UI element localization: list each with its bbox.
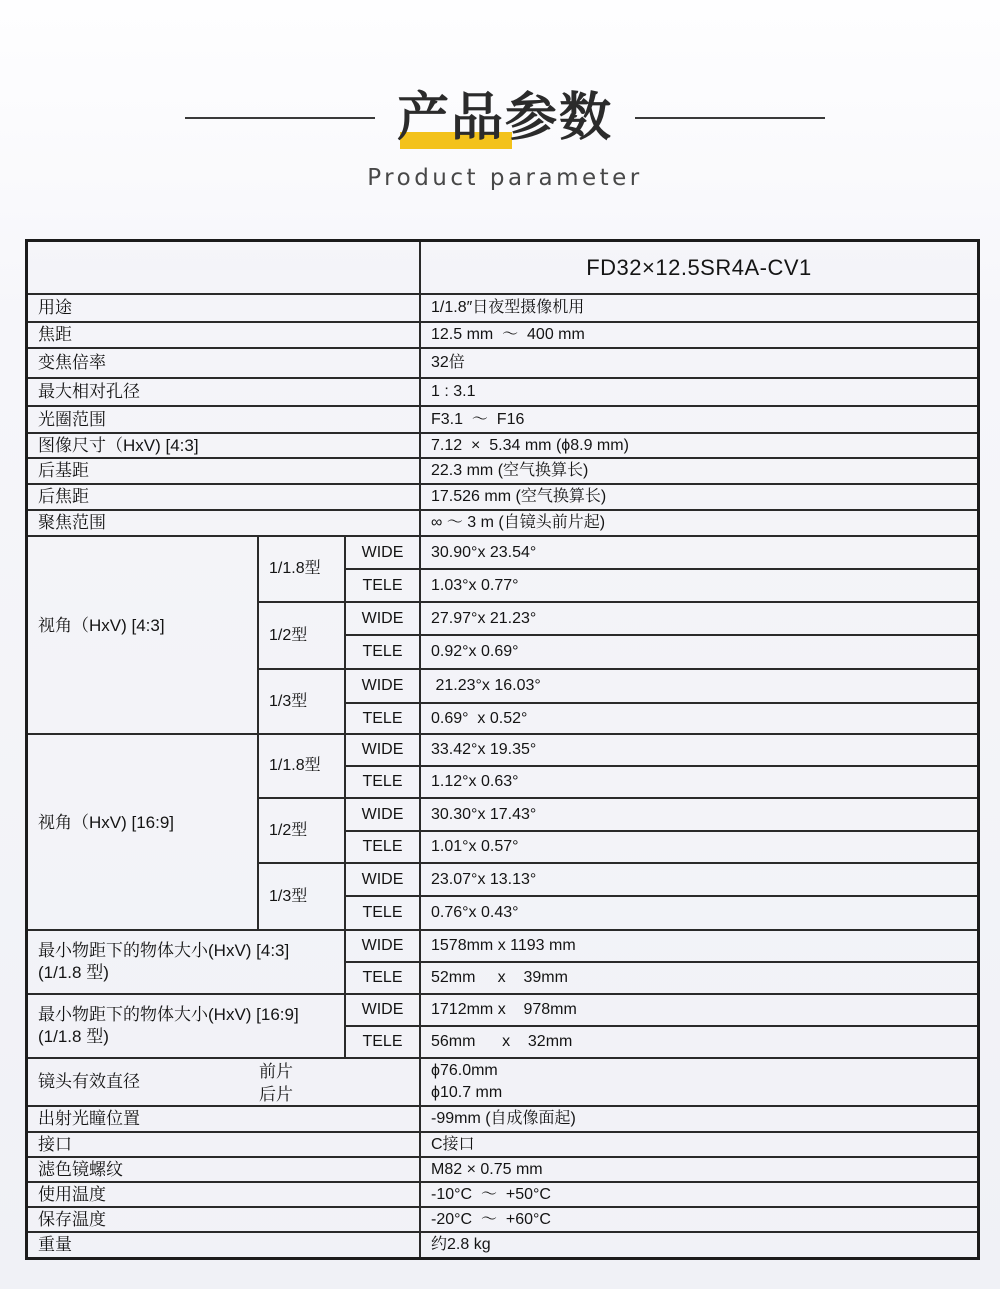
- spec-label-mount: 接口: [28, 1133, 421, 1158]
- min-object-4-3-title: 最小物距下的物体大小(HxV) [4:3]: [38, 941, 290, 960]
- min-object-value: 1578mm x 1193 mm: [421, 931, 977, 963]
- spec-label-storage-temp: 保存温度: [28, 1208, 421, 1233]
- min-object-value: 1712mm x 978mm: [421, 995, 977, 1027]
- spec-value-flange-back: 22.3 mm (空气换算长): [421, 459, 977, 485]
- min-object-value: 52mm x 39mm: [421, 963, 977, 995]
- spec-label-iris-range: 光圈范围: [28, 407, 421, 434]
- front-lens-label: 前片: [259, 1062, 293, 1081]
- spec-label-exit-pupil: 出射光瞳位置: [28, 1107, 421, 1133]
- min-object-value: 56mm x 32mm: [421, 1027, 977, 1059]
- tele-label: TELE: [346, 704, 421, 735]
- model-name: FD32×12.5SR4A-CV1: [421, 242, 977, 295]
- format-label: 1/2型: [259, 603, 346, 670]
- view-angle-value: 1.03°x 0.77°: [421, 570, 977, 603]
- view-angle-value: 0.92°x 0.69°: [421, 636, 977, 670]
- min-object-4-3-label: [28, 931, 346, 995]
- view-angle-value: 0.76°x 0.43°: [421, 897, 977, 931]
- spec-value-iris-range: F3.1 ～ F16: [421, 407, 977, 434]
- spec-label-filter-thread: 滤色镜螺纹: [28, 1158, 421, 1183]
- spec-value-usage: 1/1.8″日夜型摄像机用: [421, 295, 977, 323]
- tele-label: TELE: [346, 832, 421, 864]
- tele-label: TELE: [346, 767, 421, 799]
- page-title: 产品参数: [396, 88, 613, 148]
- lens-diameter-label: 镜头有效直径: [38, 1072, 140, 1091]
- view-angle-16-9-label: 视角（HxV) [16:9]: [28, 735, 259, 931]
- spec-value-zoom-ratio: 32倍: [421, 349, 977, 379]
- spec-label-flange-back: 后基距: [28, 459, 421, 485]
- header-empty-cell: [28, 242, 421, 295]
- tele-label: TELE: [346, 963, 421, 995]
- spec-value-image-size: 7.12 × 5.34 mm (ϕ8.9 mm): [421, 434, 977, 459]
- spec-label-usage: 用途: [28, 295, 421, 323]
- wide-label: WIDE: [346, 537, 421, 570]
- min-object-16-9-title: 最小物距下的物体大小(HxV) [16:9]: [38, 1005, 299, 1024]
- min-object-4-3-sub: (1/1.8 型): [38, 963, 109, 982]
- spec-value-focus-range: ∞ ～ 3 m (自镜头前片起): [421, 511, 977, 537]
- spec-table: [25, 239, 980, 1260]
- view-angle-value: 33.42°x 19.35°: [421, 735, 977, 767]
- spec-label-max-aperture: 最大相对孔径: [28, 379, 421, 407]
- view-angle-value: 1.12°x 0.63°: [421, 767, 977, 799]
- lens-diameter-values: [421, 1059, 977, 1107]
- view-angle-value: 23.07°x 13.13°: [421, 864, 977, 897]
- spec-value-weight: 约2.8 kg: [431, 1236, 491, 1253]
- spec-label-operating-temp: 使用温度: [28, 1183, 421, 1208]
- spec-value-exit-pupil: -99mm (自成像面起): [421, 1107, 977, 1133]
- min-object-16-9-label: [28, 995, 346, 1059]
- spec-value-mount: C接口: [421, 1133, 977, 1158]
- view-angle-value: 30.30°x 17.43°: [421, 799, 977, 832]
- spec-value-storage-temp: -20°C ～ +60°C: [421, 1208, 977, 1233]
- format-label: 1/3型: [259, 670, 346, 735]
- format-label: 1/1.8型: [259, 537, 346, 603]
- wide-label: WIDE: [346, 735, 421, 767]
- tele-label: TELE: [346, 570, 421, 603]
- view-angle-value: 0.69° x 0.52°: [421, 704, 977, 735]
- spec-label-zoom-ratio: 变焦倍率: [28, 349, 421, 379]
- spec-value-focal-length: 12.5 mm ～ 400 mm: [421, 323, 977, 349]
- format-label: 1/2型: [259, 799, 346, 864]
- min-object-16-9-sub: (1/1.8 型): [38, 1027, 109, 1046]
- view-angle-value: 27.97°x 21.23°: [421, 603, 977, 636]
- wide-label: WIDE: [346, 931, 421, 963]
- spec-value-max-aperture: 1 : 3.1: [421, 379, 977, 407]
- spec-label-back-focus: 后焦距: [28, 485, 421, 511]
- wide-label: WIDE: [346, 864, 421, 897]
- lens-diameter-sub-labels: [259, 1060, 293, 1106]
- spec-value-back-focus: 17.526 mm (空气换算长): [421, 485, 977, 511]
- spec-label-weight: 重量: [28, 1233, 421, 1257]
- lens-diameter-label-cell: [28, 1059, 421, 1107]
- wide-label: WIDE: [346, 995, 421, 1027]
- format-label: 1/1.8型: [259, 735, 346, 799]
- tele-label: TELE: [346, 897, 421, 931]
- tele-label: TELE: [346, 636, 421, 670]
- view-angle-4-3-label: 视角（HxV) [4:3]: [28, 537, 259, 735]
- rear-lens-label: 后片: [259, 1085, 293, 1104]
- view-angle-value: 1.01°x 0.57°: [421, 832, 977, 864]
- spec-value-filter-thread: M82 × 0.75 mm: [421, 1158, 977, 1183]
- spec-value-operating-temp: -10°C ～ +50°C: [421, 1183, 977, 1208]
- spec-label-image-size: 图像尺寸（HxV) [4:3]: [28, 434, 421, 459]
- wide-label: WIDE: [346, 799, 421, 832]
- wide-label: WIDE: [346, 603, 421, 636]
- spec-label-focal-length: 焦距: [28, 323, 421, 349]
- format-label: 1/3型: [259, 864, 346, 931]
- view-angle-value: 21.23°x 16.03°: [421, 670, 977, 704]
- spec-label-focus-range: 聚焦范围: [28, 511, 421, 537]
- rear-lens-diameter: ϕ10.7 mm: [431, 1084, 503, 1101]
- front-lens-diameter: ϕ76.0mm: [431, 1062, 498, 1079]
- view-angle-value: 30.90°x 23.54°: [421, 537, 977, 570]
- wide-label: WIDE: [346, 670, 421, 704]
- tele-label: TELE: [346, 1027, 421, 1059]
- page-subtitle: Product parameter: [367, 165, 643, 191]
